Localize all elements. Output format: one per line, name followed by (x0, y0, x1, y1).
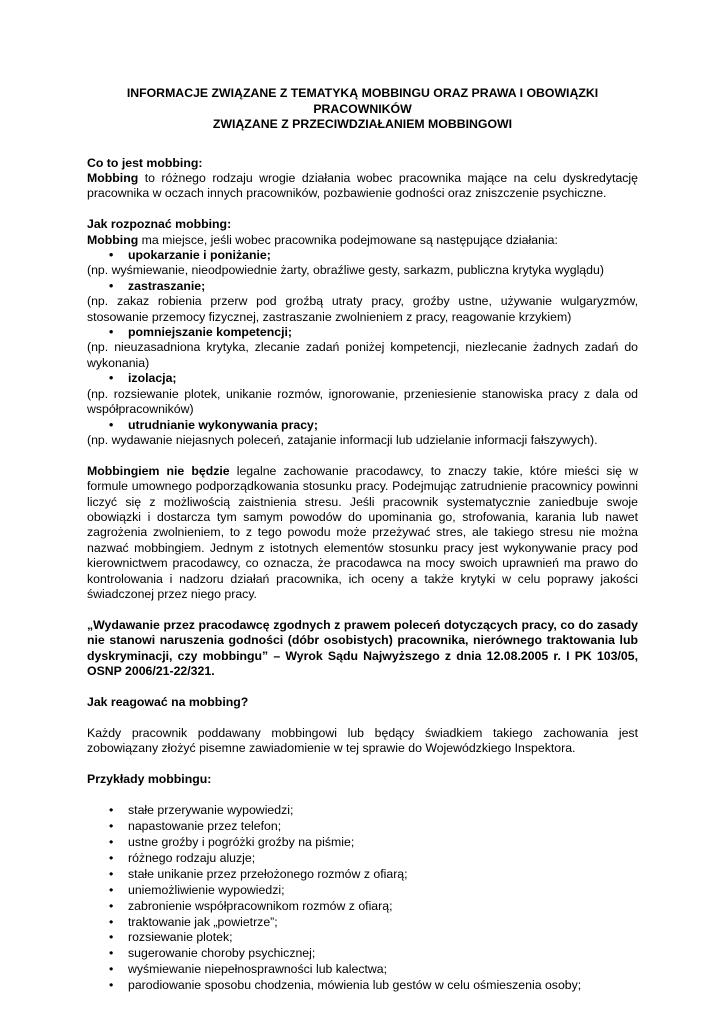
example-item: • sugerowanie choroby psychicznej; (87, 946, 638, 962)
definition-text: to różnego rodzaju wrogie działania wobec pracownika mające na celu dyskredytację pracownika w oczach innych pracowników, pozbawienie godności oraz zniszczenie psychiczne. (87, 170, 638, 201)
section-heading-definition: Co to jest mobbing: (87, 155, 203, 170)
behaviour-item-desc: (np. zakaz robienia przerw pod groźbą utraty pracy, groźby ustne, używanie wulgaryzmów, stosowanie przemocy fizycznej, zastraszanie zwolnieniem z pracy, reagowanie krzykiem) (87, 294, 638, 324)
court-ruling-quote: „Wydawanie przez pracodawcę zgodnych z prawem poleceń dotyczących pracy, co do zasady nie stanowi naruszenia godności (dóbr osobistych) pracownika, nierównego traktowania lub dyskryminacji, czy mobbingu” – Wyrok Sądu Najwyższego z dnia 12.08.2005 r. I PK 103/05, OSNP 2006/21-22/321. (87, 617, 638, 679)
definition-lead: Mobbing (87, 170, 139, 185)
document-title (87, 86, 638, 133)
definition-paragraph (87, 171, 638, 202)
example-item: • stałe przerywanie wypowiedzi; (87, 803, 638, 819)
example-item: • stałe unikanie przez przełożonego rozmów z ofiarą; (87, 867, 638, 883)
behaviour-item-desc: (np. nieuzasadniona krytyka, zlecanie zadań poniżej kompetencji, niezlecanie żadnych zadań do wykonania) (87, 340, 638, 370)
examples-list (87, 803, 638, 994)
not-mobbing-text: legalne zachowanie pracodawcy, to znaczy takie, które mieści się w formule umownego podporządkowania stosunku pracy. Podejmując zatrudnienie pracownicy powinni liczyć się z możliwością zaistnienia stresu. Jeśli pracownik systematycznie zaniedbuje swoje obowiązki i dostarcza tym samym powodów do upominania go, strofowania, karania lub nawet zagrożenia zwolnieniem, to z tego powodu może przeżywać stres, ale takiego stresu nie można nazwać mobbingiem. Jednym z istotnych elementów stosunku pracy jest wykonywanie pracy pod kierownictwem pracodawcy, co oznacza, że pracodawca na mocy swoich uprawnień ma prawo do kontrolowania i nadzoru działań pracownika, ich oceny a także krytyki w celu poprawy jakości świadczonej przez niego pracy. (87, 463, 638, 602)
recognize-intro (87, 233, 638, 248)
example-item: • ustne groźby i pogróżki groźby na piśmie; (87, 835, 638, 851)
react-paragraph: Każdy pracownik poddawany mobbingowi lub będący świadkiem takiego zachowania jest zobowiązany złożyć pisemne zawiadomienie w tej sprawie do Wojewódzkiego Inspektora. (87, 726, 638, 756)
example-item: • uniemożliwienie wypowiedzi; (87, 883, 638, 899)
behaviour-item-title: • upokarzanie i poniżanie; (87, 248, 638, 263)
behaviour-list-2 (87, 279, 638, 294)
example-item: • wyśmiewanie niepełnosprawności lub kalectwa; (87, 962, 638, 978)
example-item: • różnego rodzaju aluzje; (87, 851, 638, 867)
behaviour-item-title: • pomniejszanie kompetencji; (87, 325, 638, 340)
recognize-lead: Mobbing (87, 232, 139, 247)
behaviour-list-5 (87, 418, 638, 433)
section-heading-recognize: Jak rozpoznać mobbing: (87, 217, 232, 232)
behaviour-item-desc: (np. rozsiewanie plotek, unikanie rozmów, ignorowanie, przeniesienie stanowiska pracy z dala od współpracowników) (87, 386, 638, 417)
section-heading-react: Jak reagować na mobbing? (87, 695, 249, 710)
example-item: • traktowanie jak „powietrze”; (87, 915, 638, 931)
example-item: • parodiowanie sposobu chodzenia, mówienia lub gestów w celu ośmieszenia osoby; (87, 978, 638, 994)
behaviour-item-desc: (np. wydawanie niejasnych poleceń, zatajanie informacji lub udzielanie informacji fałszywych). (87, 432, 598, 447)
behaviour-item-title: • zastraszanie; (87, 279, 638, 294)
behaviour-item-desc: (np. wyśmiewanie, nieodpowiednie żarty, obraźliwe gesty, sarkazm, publiczna krytyka wyglądu) (87, 263, 604, 278)
title-line-1: INFORMACJE ZWIĄZANE Z TEMATYKĄ MOBBINGU ORAZ PRAWA I OBOWIĄZKI PRACOWNIKÓW (126, 86, 599, 116)
title-line-2: ZWIĄZANE Z PRZECIWDZIAŁANIEM MOBBINGOWI (212, 117, 513, 131)
not-mobbing-paragraph (87, 464, 638, 603)
example-item: • napastowanie przez telefon; (87, 819, 638, 835)
document-page (87, 86, 638, 994)
example-item: • zabronienie współpracownikom rozmów z ofiarą; (87, 899, 638, 915)
behaviour-list-4 (87, 371, 638, 386)
not-mobbing-lead: Mobbingiem nie będzie (87, 463, 230, 478)
behaviour-list-3 (87, 325, 638, 340)
behaviour-list (87, 248, 638, 263)
section-heading-examples: Przykłady mobbingu: (87, 772, 212, 787)
behaviour-item-title: • izolacja; (87, 371, 638, 386)
recognize-text: ma miejsce, jeśli wobec pracownika podejmowane są następujące działania: (138, 232, 558, 247)
behaviour-item-title: • utrudnianie wykonywania pracy; (87, 418, 638, 433)
example-item: • rozsiewanie plotek; (87, 930, 638, 946)
